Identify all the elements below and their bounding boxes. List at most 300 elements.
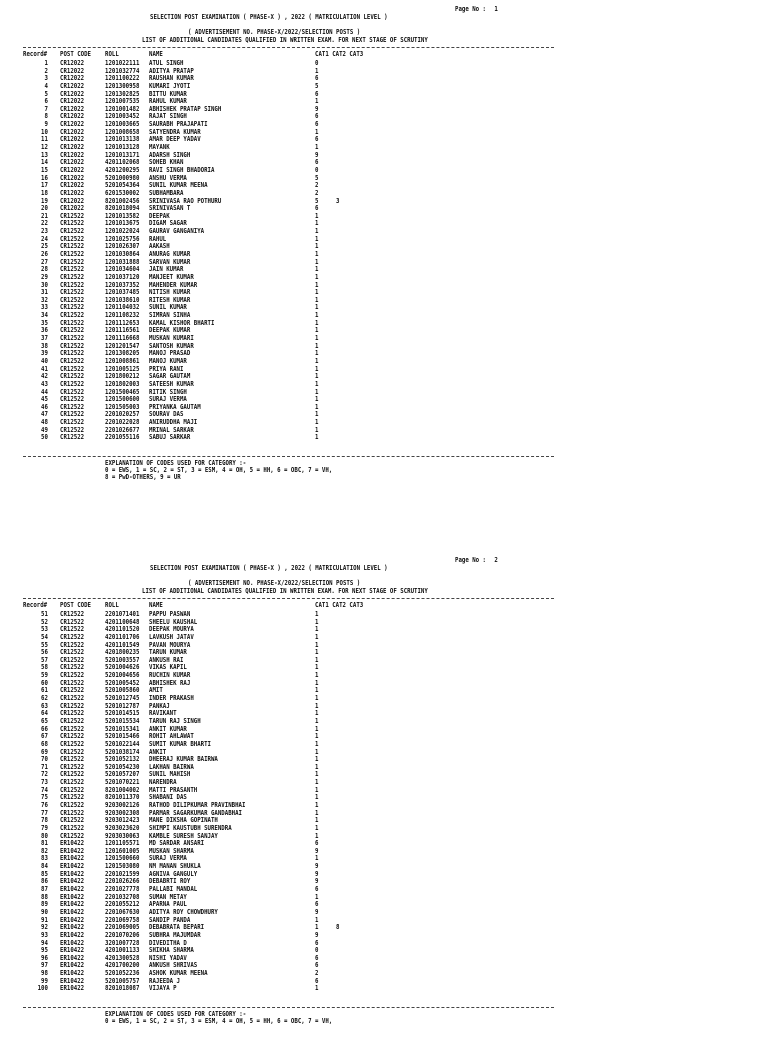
roll-number-cell: 1201800212: [105, 372, 140, 381]
record-number: 71: [41, 762, 48, 771]
table-row: [23, 251, 563, 258]
roll-number-cell: 5201052132: [105, 755, 140, 764]
post-code-cell: CR12522: [60, 326, 85, 335]
record-number: 93: [41, 930, 48, 939]
post-code-cell: CR12022: [60, 143, 85, 152]
roll-number-cell: 4201200295: [105, 165, 140, 174]
record-number: 52: [41, 617, 48, 626]
record-number: 77: [41, 808, 48, 817]
table-row: [23, 434, 563, 441]
roll-number-cell: 1201026307: [105, 242, 140, 251]
table-row: [23, 304, 563, 311]
table-row: [23, 106, 563, 113]
cat1-cell: 9: [315, 877, 319, 886]
record-number: 14: [41, 158, 48, 167]
table-row: [23, 710, 563, 717]
cat1-cell: 1: [315, 801, 319, 809]
roll-number-cell: 5201015466: [105, 732, 140, 741]
record-number: 51: [41, 610, 48, 618]
post-code-cell: ER10422: [60, 885, 85, 894]
post-code-cell: CR12022: [60, 173, 85, 182]
table-row: [23, 619, 563, 626]
record-number: 49: [41, 425, 48, 434]
roll-number-cell: 2201026266: [105, 877, 140, 886]
post-code-cell: ER10422: [60, 846, 85, 855]
candidate-name-cell: PRIYANKA GAUTAM: [149, 402, 201, 411]
table-row: [23, 83, 563, 90]
candidate-name-cell: ADITYA PRATAP: [149, 66, 194, 75]
post-code-cell: ER10422: [60, 907, 85, 916]
record-number: 16: [41, 173, 48, 182]
candidate-name-cell: SUMIT KUMAR BHARTI: [149, 739, 211, 748]
record-number: 85: [41, 869, 48, 878]
record-number: 1: [44, 59, 48, 67]
roll-number-cell: 1201108232: [105, 311, 140, 320]
post-code-cell: CR12522: [60, 227, 85, 236]
cat1-cell: 6: [315, 204, 319, 213]
cat1-cell: 0: [315, 165, 319, 174]
cat1-cell: 1: [315, 265, 319, 274]
candidate-name-cell: KUMARI JYOTI: [149, 81, 191, 90]
table-row: [23, 687, 563, 694]
candidate-name-cell: APARNA PAUL: [149, 900, 187, 909]
table-row: [23, 68, 563, 75]
record-number: 25: [41, 242, 48, 251]
cat1-cell: 1: [315, 762, 319, 771]
roll-number-cell: 1201034604: [105, 265, 140, 274]
table-row: [23, 848, 563, 855]
post-code-cell: CR12022: [60, 66, 85, 75]
post-code-cell: CR12522: [60, 823, 85, 832]
roll-number-cell: 1201802003: [105, 379, 140, 388]
table-row: [23, 642, 563, 649]
post-code-cell: ER10422: [60, 946, 85, 955]
table-row: [23, 878, 563, 885]
cat1-cell: 0: [315, 946, 319, 955]
candidate-name-cell: ANKUSH SHRIVAS: [149, 961, 198, 970]
candidate-name-cell: SAURABH PRAJAPATI: [149, 120, 208, 129]
roll-number-cell: 5201015341: [105, 724, 140, 733]
post-code-cell: CR12522: [60, 402, 85, 411]
table-row: [23, 366, 563, 373]
candidate-name-cell: KAMAL KISHOR BHARTI: [149, 318, 215, 327]
record-number: 90: [41, 907, 48, 916]
cat1-cell: 6: [315, 885, 319, 894]
cat1-cell: 1: [315, 770, 319, 779]
candidate-name-cell: SAGAR GAUTAM: [149, 372, 191, 381]
roll-number-cell: 1201100222: [105, 74, 140, 83]
table-row: [23, 924, 563, 931]
post-code-cell: CR12522: [60, 280, 85, 289]
col-post-code: POST CODE: [60, 601, 91, 609]
table-row: [23, 634, 563, 641]
post-code-cell: CR12522: [60, 265, 85, 274]
roll-number-cell: 5201014515: [105, 709, 140, 718]
column-headers: [23, 51, 563, 58]
candidate-name-cell: BITTU KUMAR: [149, 89, 187, 98]
table-row: [23, 282, 563, 289]
post-code-cell: CR12022: [60, 204, 85, 213]
record-number: 54: [41, 632, 48, 641]
roll-number-cell: 5201052236: [105, 969, 140, 978]
record-number: 42: [41, 372, 48, 381]
cat1-cell: 1: [315, 747, 319, 756]
roll-number-cell: 5201003557: [105, 655, 140, 664]
table-row: [23, 228, 563, 235]
record-number: 37: [41, 334, 48, 343]
roll-number-cell: 5201012745: [105, 694, 140, 703]
candidate-name-cell: LAKHAN BAIRWA: [149, 762, 194, 771]
candidate-name-cell: ATUL SINGH: [149, 59, 184, 67]
record-number: 13: [41, 150, 48, 159]
post-code-cell: CR12022: [60, 120, 85, 129]
header-divider: [23, 47, 554, 48]
record-number: 23: [41, 227, 48, 236]
post-code-cell: CR12522: [60, 686, 85, 695]
post-code-cell: CR12522: [60, 663, 85, 672]
candidate-name-cell: NISHI YADAV: [149, 953, 187, 962]
record-number: 72: [41, 770, 48, 779]
candidate-name-cell: RAVI SINGH BHADORIA: [149, 165, 215, 174]
candidate-name-cell: SIMRAN SINHA: [149, 311, 191, 320]
table-row: [23, 129, 563, 136]
candidate-name-cell: MRINAL SARKAR: [149, 425, 194, 434]
record-number: 44: [41, 387, 48, 396]
table-row: [23, 695, 563, 702]
cat1-cell: 1: [315, 272, 319, 281]
cat1-cell: 1: [315, 724, 319, 733]
table-row: [23, 198, 563, 205]
table-row: [23, 802, 563, 809]
post-code-cell: CR12522: [60, 671, 85, 680]
post-code-cell: CR12522: [60, 387, 85, 396]
roll-number-cell: 4201300528: [105, 953, 140, 962]
record-number: 59: [41, 671, 48, 680]
explanation-line-2: 8 = PwD-OTHERS, 9 = UR: [105, 473, 181, 481]
roll-number-cell: 1201601005: [105, 846, 140, 855]
table-row: [23, 113, 563, 120]
candidate-name-cell: RAHUL KUMAR: [149, 97, 187, 106]
candidate-name-cell: SRINIVASA RAO POTHURU: [149, 196, 222, 205]
cat1-cell: 2: [315, 969, 319, 978]
post-code-cell: ER10422: [60, 839, 85, 848]
roll-number-cell: 1201007535: [105, 97, 140, 106]
candidate-name-cell: MAHENDER KUMAR: [149, 280, 198, 289]
table-row: [23, 98, 563, 105]
candidate-name-cell: NARENDRA: [149, 778, 177, 787]
post-code-cell: CR12022: [60, 188, 85, 197]
roll-number-cell: 1201503080: [105, 862, 140, 871]
candidate-name-cell: MANOJ PRASAD: [149, 349, 191, 358]
post-code-cell: ER10422: [60, 984, 85, 993]
record-number: 19: [41, 196, 48, 205]
post-code-cell: CR12522: [60, 632, 85, 641]
post-code-cell: ER10422: [60, 869, 85, 878]
cat1-cell: 1: [315, 640, 319, 649]
col-name: NAME: [149, 50, 163, 58]
table-row: [23, 159, 563, 166]
table-row: [23, 787, 563, 794]
record-number: 97: [41, 961, 48, 970]
cat1-cell: 1: [315, 295, 319, 304]
roll-number-cell: 1201037352: [105, 280, 140, 289]
record-number: 9: [44, 120, 48, 129]
candidate-name-cell: RAJAT SINGH: [149, 112, 187, 121]
candidate-name-cell: AMAR DEEP YADAV: [149, 135, 201, 144]
candidate-name-cell: RUCHIN KUMAR: [149, 671, 191, 680]
record-number: 69: [41, 747, 48, 756]
post-code-cell: CR12522: [60, 739, 85, 748]
candidate-name-cell: SURAJ VERMA: [149, 395, 187, 404]
candidate-name-cell: MANOJ KUMAR: [149, 356, 187, 365]
col-roll: ROLL: [105, 50, 119, 58]
post-code-cell: CR12022: [60, 127, 85, 136]
cat1-cell: 1: [315, 732, 319, 741]
record-number: 34: [41, 311, 48, 320]
roll-number-cell: 8201018087: [105, 984, 140, 993]
record-number: 38: [41, 341, 48, 350]
table-row: [23, 680, 563, 687]
record-number: 64: [41, 709, 48, 718]
cat1-cell: 1: [315, 242, 319, 251]
cat1-cell: 1: [315, 349, 319, 358]
post-code-cell: CR12522: [60, 610, 85, 618]
cat1-cell: 9: [315, 862, 319, 871]
roll-number-cell: 9203023620: [105, 823, 140, 832]
candidate-name-cell: TARUN RAJ SINGH: [149, 716, 201, 725]
cat1-cell: 1: [315, 831, 319, 840]
advertisement-line: ( ADVERTISEMENT NO. PHASE-X/2022/SELECTION POSTS ): [188, 579, 361, 587]
post-code-cell: CR12522: [60, 617, 85, 626]
roll-number-cell: 5201022144: [105, 739, 140, 748]
record-number: 87: [41, 885, 48, 894]
list-subtitle: LIST OF ADDITIONAL CANDIDATES QUALIFIED IN WRITTEN EXAM. FOR NEXT STAGE OF SCRUTINY: [142, 36, 428, 44]
cat1-cell: 1: [315, 709, 319, 718]
cat1-cell: 1: [315, 402, 319, 411]
record-number: 68: [41, 739, 48, 748]
table-row: [23, 779, 563, 786]
post-code-cell: CR12522: [60, 288, 85, 297]
record-number: 36: [41, 326, 48, 335]
candidate-name-cell: SATEESH KUMAR: [149, 379, 194, 388]
cat1-cell: 1: [315, 686, 319, 695]
candidate-name-cell: MAYANK: [149, 143, 170, 152]
roll-number-cell: 9203002308: [105, 808, 140, 817]
post-code-cell: CR12022: [60, 150, 85, 159]
post-code-cell: CR12522: [60, 242, 85, 251]
candidate-name-cell: INDER PRAKASH: [149, 694, 194, 703]
roll-number-cell: 1201022111: [105, 59, 140, 67]
roll-number-cell: 5201005860: [105, 686, 140, 695]
list-subtitle: LIST OF ADDITIONAL CANDIDATES QUALIFIED IN WRITTEN EXAM. FOR NEXT STAGE OF SCRUTINY: [142, 587, 428, 595]
post-code-cell: ER10422: [60, 915, 85, 924]
post-code-cell: CR12522: [60, 219, 85, 228]
cat1-cell: 6: [315, 976, 319, 985]
table-row: [23, 749, 563, 756]
cat2-cell: 8: [336, 923, 340, 932]
candidate-name-cell: ANKIT KUMAR: [149, 724, 187, 733]
record-number: 76: [41, 801, 48, 809]
post-code-cell: CR12522: [60, 655, 85, 664]
cat1-cell: 2: [315, 188, 319, 197]
cat1-cell: 1: [315, 808, 319, 817]
cat1-cell: 1: [315, 625, 319, 634]
table-row: [23, 243, 563, 250]
post-code-cell: CR12522: [60, 395, 85, 404]
post-code-cell: ER10422: [60, 892, 85, 901]
candidate-name-cell: RATHOD DILIPKUMAR PRAVINBHAI: [149, 801, 246, 809]
post-code-cell: CR12522: [60, 349, 85, 358]
roll-number-cell: 1201008861: [105, 356, 140, 365]
record-number: 58: [41, 663, 48, 672]
cat1-cell: 1: [315, 984, 319, 993]
page-number-label: Page No : 2: [455, 556, 498, 564]
candidate-name-cell: PAPPU PASWAN: [149, 610, 191, 618]
post-code-cell: ER10422: [60, 961, 85, 970]
cat1-cell: 1: [315, 127, 319, 136]
candidate-name-cell: DEBABRTI ROY: [149, 877, 191, 886]
cat1-cell: 1: [315, 816, 319, 825]
post-code-cell: CR12022: [60, 81, 85, 90]
candidate-name-cell: ASHOK KUMAR MEENA: [149, 969, 208, 978]
record-number: 88: [41, 892, 48, 901]
record-number: 26: [41, 250, 48, 258]
roll-number-cell: 1201030864: [105, 250, 140, 258]
cat1-cell: 5: [315, 81, 319, 90]
candidate-name-cell: MUSKAN KUMARI: [149, 334, 194, 343]
record-number: 24: [41, 234, 48, 243]
post-code-cell: CR12522: [60, 410, 85, 419]
candidate-name-cell: SOURAV DAS: [149, 410, 184, 419]
table-row: [23, 626, 563, 633]
explanation-line-1: 0 = EWS, 1 = SC, 2 = ST, 3 = ESM, 4 = OH, 5 = HH, 6 = OBC, 7 = VH,: [105, 1017, 333, 1025]
candidate-name-cell: SABUJ SARKAR: [149, 433, 191, 442]
record-number: 79: [41, 823, 48, 832]
table-row: [23, 771, 563, 778]
table-row: [23, 955, 563, 962]
record-number: 61: [41, 686, 48, 695]
roll-number-cell: 1201116668: [105, 334, 140, 343]
table-row: [23, 909, 563, 916]
post-code-cell: CR12522: [60, 831, 85, 840]
post-code-cell: ER10422: [60, 930, 85, 939]
post-code-cell: CR12522: [60, 709, 85, 718]
col-record: Record#: [23, 50, 48, 58]
candidate-name-cell: DEEPAK KUMAR: [149, 326, 191, 335]
table-row: [23, 733, 563, 740]
table-row: [23, 350, 563, 357]
post-code-cell: CR12522: [60, 755, 85, 764]
candidate-name-cell: JAIN KUMAR: [149, 265, 184, 274]
header-divider: [23, 598, 554, 599]
roll-number-cell: 1201037120: [105, 272, 140, 281]
cat1-cell: 1: [315, 418, 319, 427]
cat1-cell: 1: [315, 671, 319, 680]
table-row: [23, 940, 563, 947]
record-number: 41: [41, 364, 48, 373]
roll-number-cell: 4201102068: [105, 158, 140, 167]
table-row: [23, 182, 563, 189]
record-number: 30: [41, 280, 48, 289]
table-row: [23, 427, 563, 434]
post-code-cell: CR12522: [60, 801, 85, 809]
candidate-name-cell: AGNIVA GANGULY: [149, 869, 198, 878]
candidate-name-cell: PRIYA RANI: [149, 364, 184, 373]
roll-number-cell: 8201004002: [105, 785, 140, 794]
roll-number-cell: 9203030063: [105, 831, 140, 840]
cat1-cell: 0: [315, 59, 319, 67]
roll-number-cell: 5201070221: [105, 778, 140, 787]
record-number: 65: [41, 716, 48, 725]
candidate-name-cell: MATTI PRASANTH: [149, 785, 198, 794]
table-row: [23, 358, 563, 365]
candidate-name-cell: VIKAS KAPIL: [149, 663, 187, 672]
candidate-name-cell: ANIRUDDHA MAJI: [149, 418, 198, 427]
post-code-cell: CR12522: [60, 701, 85, 710]
roll-number-cell: 6201530002: [105, 188, 140, 197]
roll-number-cell: 1201201547: [105, 341, 140, 350]
cat1-cell: 6: [315, 120, 319, 129]
table-row: [23, 297, 563, 304]
post-code-cell: CR12522: [60, 694, 85, 703]
roll-number-cell: 1201037485: [105, 288, 140, 297]
cat1-cell: 1: [315, 678, 319, 687]
post-code-cell: CR12522: [60, 625, 85, 634]
table-row: [23, 327, 563, 334]
record-number: 86: [41, 877, 48, 886]
roll-number-cell: 2201069758: [105, 915, 140, 924]
post-code-cell: CR12522: [60, 379, 85, 388]
roll-number-cell: 5201005452: [105, 678, 140, 687]
cat1-cell: 1: [315, 326, 319, 335]
roll-number-cell: 5201004656: [105, 671, 140, 680]
table-row: [23, 335, 563, 342]
table-row: [23, 817, 563, 824]
record-number: 18: [41, 188, 48, 197]
record-number: 33: [41, 303, 48, 312]
exam-title: SELECTION POST EXAMINATION ( PHASE-X ) , 2022 ( MATRICULATION LEVEL ): [150, 13, 388, 21]
candidate-name-cell: SUMAN METAY: [149, 892, 187, 901]
post-code-cell: CR12022: [60, 165, 85, 174]
roll-number-cell: 4201001133: [105, 946, 140, 955]
candidate-name-cell: MD SARDAR ANSARI: [149, 839, 205, 848]
cat1-cell: 1: [315, 395, 319, 404]
table-row: [23, 121, 563, 128]
cat1-cell: 6: [315, 900, 319, 909]
candidate-name-cell: SUNIL MAHISH: [149, 770, 191, 779]
table-row: [23, 718, 563, 725]
roll-number-cell: 1201031888: [105, 257, 140, 266]
cat1-cell: 1: [315, 356, 319, 365]
cat1-cell: 1: [315, 219, 319, 228]
candidate-name-cell: MANE DIKSHA GOPINATH: [149, 816, 218, 825]
candidate-name-cell: DIVEDITHA D: [149, 938, 187, 947]
cat1-cell: 6: [315, 839, 319, 848]
record-number: 39: [41, 349, 48, 358]
candidate-name-cell: ANKIT: [149, 747, 167, 756]
table-row: [23, 152, 563, 159]
table-row: [23, 236, 563, 243]
cat1-cell: 1: [315, 364, 319, 373]
cat1-cell: 1: [315, 334, 319, 343]
cat1-cell: 1: [315, 854, 319, 863]
roll-number-cell: 2201032708: [105, 892, 140, 901]
post-code-cell: CR12522: [60, 648, 85, 657]
table-row: [23, 794, 563, 801]
post-code-cell: ER10422: [60, 976, 85, 985]
post-code-cell: CR12522: [60, 433, 85, 442]
roll-number-cell: 2201026677: [105, 425, 140, 434]
